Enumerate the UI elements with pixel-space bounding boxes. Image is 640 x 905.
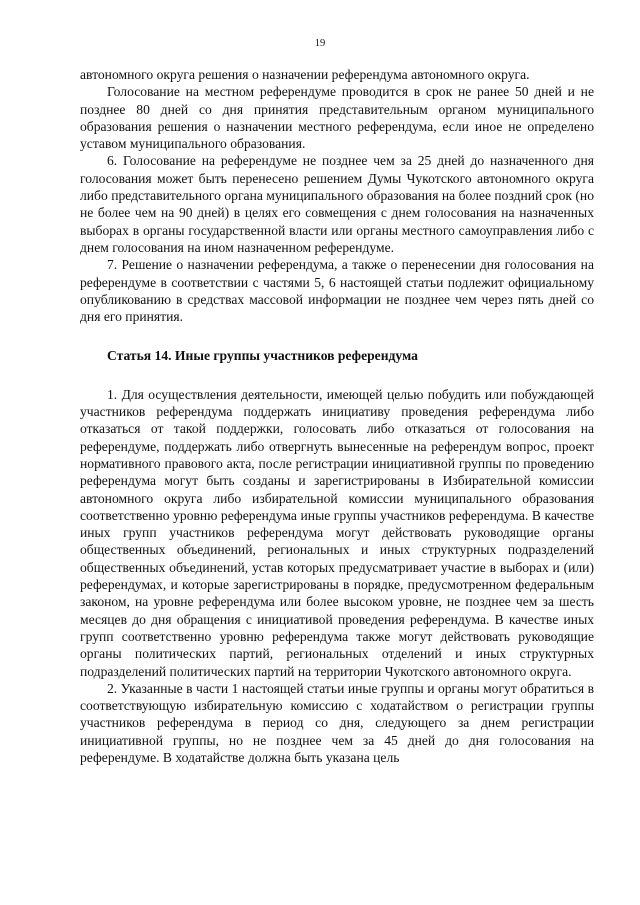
paragraph-continuation: автономного округа решения о назначении референдума автономного округа. [80, 67, 530, 82]
page-number: 19 [314, 38, 326, 49]
paragraph-local-referendum-voting: Голосование на местном референдуме проводится в срок не ранее 50 дней и не позднее 80 дней со дня принятия представительным органом муниципального образования решения о назначении местного референдума, если иное не определено уставом муниципального образования. [80, 84, 594, 152]
paragraph-part-7: 7. Решение о назначении референдума, а также о перенесении дня голосования на референдуме в соответствии с частями 5, 6 настоящей статьи подлежит официальному опубликованию в средствах массовой информации не позднее чем через пять дней со дня его принятия. [80, 257, 594, 325]
paragraph-article-14-part-2: 2. Указанные в части 1 настоящей статьи иные группы и органы могут обратиться в соответствующую избирательную комиссию с ходатайством о регистрации группы участников референдума в период со дня, следующего за днем регистрации инициативной группы, но не позднее чем за 45 дней до дня голосования на референдуме. В ходатайстве должна быть указана цель [80, 680, 594, 765]
paragraph-part-6: 6. Голосование на референдуме не позднее чем за 25 дней до назначенного дня голосования может быть перенесено решением Думы Чукотского автономного округа либо представительного органа муниципального образования на более поздний срок (но не более чем на 90 дней) в целях его совмещения с днем голосования на назначенных выборах в органы государственной власти или органы местного самоуправления либо с днем голосования на ином назначенном референдуме. [80, 153, 594, 255]
article-heading: Статья 14. Иные группы участников референдума [107, 348, 418, 364]
paragraph-article-14-part-1: 1. Для осуществления деятельности, имеющей целью побудить или побуждающей участников референдума поддержать инициативу проведения референдума либо отказаться от такой поддержки, голосовать либо отказаться от голосования на референдуме, поддержать либо отвергнуть вынесенные на референдум вопрос, проект нормативного правового акта, после регистрации инициативной группы по проведению референдума могут быть созданы и зарегистрированы в Избирательной комиссии автономного округа либо избирательной комиссии муниципального образования соответственно уровню референдума иные группы участников референдума. В качестве иных групп участников референдума могут действовать руководящие органы общественных объединений, региональных и иных структурных подразделений общественных объединений, устав которых предусматривает участие в выборах и (или) референдумах, и которые зарегистрированы в порядке, предусмотренном федеральным законом, на уровне референдума или более высоком уровне, не позднее чем за шесть месяцев до дня обращения с инициативой проведения референдума. В качестве иных групп соответственно уровню референдума также могут действовать руководящие органы политических партий, региональных отделений и иных структурных подразделений политических партий на территории Чукотского автономного округа. [80, 386, 594, 679]
document-body [80, 66, 594, 766]
